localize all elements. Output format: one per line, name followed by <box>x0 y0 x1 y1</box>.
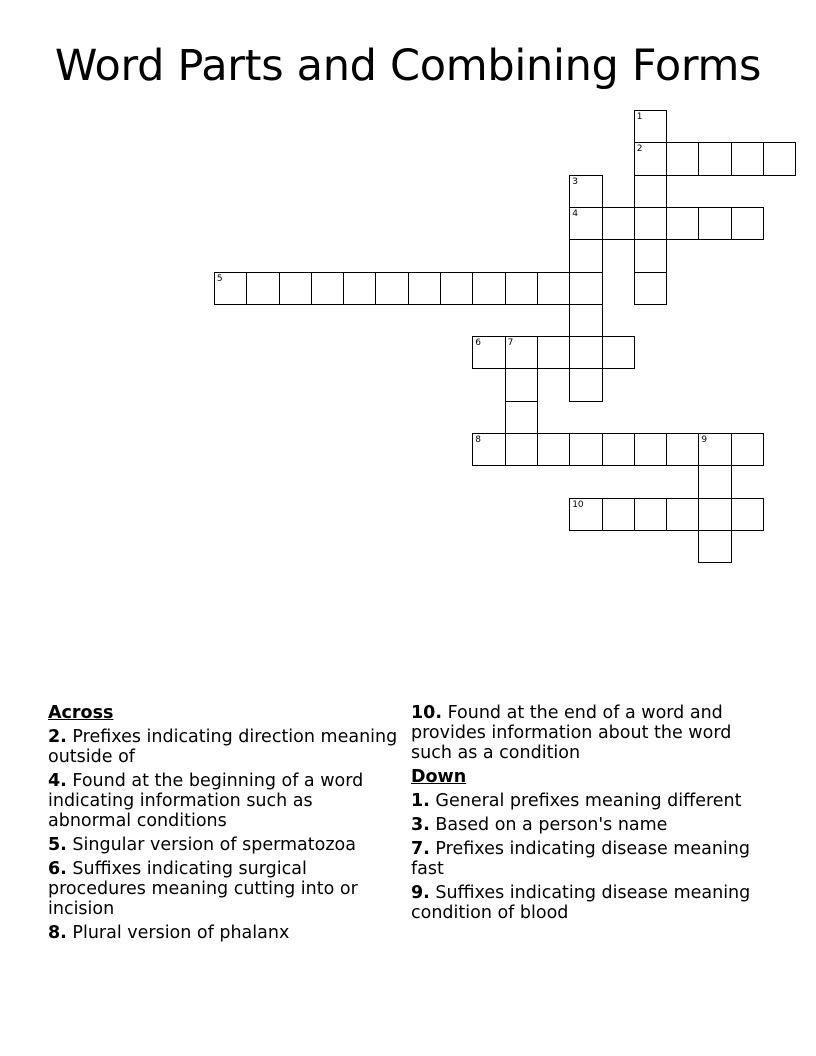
grid-cell[interactable] <box>731 498 764 531</box>
grid-cell[interactable] <box>698 207 731 240</box>
grid-cell[interactable] <box>634 239 667 272</box>
grid-cell[interactable] <box>569 175 602 208</box>
grid-cell[interactable] <box>698 498 731 531</box>
grid-cell[interactable] <box>602 336 635 369</box>
grid-cell[interactable] <box>602 498 635 531</box>
grid-cell[interactable] <box>602 207 635 240</box>
grid-cell[interactable] <box>634 433 667 466</box>
grid-cell[interactable] <box>505 433 538 466</box>
grid-cell[interactable] <box>634 175 667 208</box>
grid-cell[interactable] <box>666 142 699 175</box>
down-heading: Down <box>411 767 467 787</box>
grid-cell[interactable] <box>375 272 408 305</box>
grid-cell[interactable] <box>698 465 731 498</box>
cell-number: 6 <box>475 338 482 349</box>
grid-cell[interactable] <box>569 433 602 466</box>
clue-text: Found at the beginning of a word indicating information such as abnormal conditions <box>48 771 364 831</box>
grid-cell[interactable] <box>569 368 602 401</box>
across-heading: Across <box>48 703 114 723</box>
cell-number: 1 <box>636 112 643 122</box>
grid-cell[interactable] <box>634 498 667 531</box>
cell-number: 8 <box>475 435 482 445</box>
cell-number: 5 <box>216 273 223 284</box>
clue-down-1 <box>411 791 771 811</box>
clue-down-3 <box>411 815 771 835</box>
clue-number: 6. <box>48 859 67 879</box>
clue-text: Prefixes indicating disease meaning fast <box>411 839 750 879</box>
clue-text: Suffixes indicating disease meaning condition of blood <box>411 883 751 923</box>
clue-text: Singular version of spermatozoa <box>72 835 356 855</box>
cell-number: 7 <box>507 338 514 349</box>
grid-cell[interactable] <box>537 272 570 305</box>
grid-cell[interactable] <box>698 433 731 466</box>
clue-text: Based on a person's name <box>435 815 668 835</box>
grid-cell[interactable] <box>311 272 344 305</box>
clue-number: 9. <box>411 883 430 903</box>
clue-text: General prefixes meaning different <box>435 791 742 811</box>
cell-number: 10 <box>572 499 584 510</box>
grid-cell[interactable] <box>634 110 667 143</box>
page-title: Word Parts and Combining Forms <box>54 41 762 91</box>
grid-cell[interactable] <box>634 272 667 305</box>
clue-text: Suffixes indicating surgical procedures meaning cutting into or incision <box>48 859 358 919</box>
clue-number: 8. <box>48 923 67 943</box>
cell-number: 9 <box>701 435 708 445</box>
grid-cell[interactable] <box>537 336 570 369</box>
clue-number: 1. <box>411 791 430 811</box>
grid-cell[interactable] <box>569 207 602 240</box>
grid-cell[interactable] <box>505 368 538 401</box>
clue-across-8 <box>48 923 398 943</box>
grid-cell[interactable] <box>602 433 635 466</box>
clue-number: 10. <box>411 703 443 723</box>
grid-cell[interactable] <box>246 272 279 305</box>
grid-cell[interactable] <box>214 272 247 305</box>
clue-number: 4. <box>48 771 67 791</box>
clue-text: Plural version of phalanx <box>72 923 290 943</box>
grid-cell[interactable] <box>763 142 796 175</box>
grid-cell[interactable] <box>408 272 441 305</box>
clue-text: Prefixes indicating direction meaning outside of <box>48 727 398 767</box>
grid-cell[interactable] <box>698 142 731 175</box>
clue-number: 3. <box>411 815 430 835</box>
grid-cell[interactable] <box>537 433 570 466</box>
clue-number: 2. <box>48 727 67 747</box>
grid-cell[interactable] <box>634 207 667 240</box>
cell-number: 2 <box>636 144 643 155</box>
grid-cell[interactable] <box>569 336 602 369</box>
grid-cell[interactable] <box>505 401 538 434</box>
grid-cell[interactable] <box>731 142 764 175</box>
grid-cell[interactable] <box>731 433 764 466</box>
clue-across-5 <box>48 835 398 855</box>
grid-cell[interactable] <box>666 433 699 466</box>
grid-cell[interactable] <box>343 272 376 305</box>
clue-across-6 <box>48 859 398 919</box>
clue-down-9 <box>411 883 771 923</box>
grid-cell[interactable] <box>279 272 312 305</box>
clue-down-7 <box>411 839 771 879</box>
clues-column-left <box>48 703 398 947</box>
grid-cell[interactable] <box>505 336 538 369</box>
grid-cell[interactable] <box>698 530 731 563</box>
cell-number: 3 <box>572 176 578 187</box>
clue-text: Found at the end of a word and provides information about the word such as a condition <box>411 703 732 763</box>
grid-cell[interactable] <box>666 207 699 240</box>
grid-cell[interactable] <box>634 142 667 175</box>
grid-cell[interactable] <box>440 272 473 305</box>
grid-cell[interactable] <box>666 498 699 531</box>
clue-across-10 <box>411 703 771 763</box>
clue-number: 5. <box>48 835 67 855</box>
clue-across-2 <box>48 727 398 767</box>
grid-cell[interactable] <box>569 239 602 272</box>
grid-cell[interactable] <box>731 207 764 240</box>
grid-cell[interactable] <box>569 498 602 531</box>
cell-number: 4 <box>572 208 578 219</box>
clues-column-right <box>411 703 771 927</box>
grid-cell[interactable] <box>505 272 538 305</box>
clue-number: 7. <box>411 839 430 859</box>
grid-cell[interactable] <box>472 336 505 369</box>
grid-cell[interactable] <box>569 304 602 337</box>
clue-across-4 <box>48 771 398 831</box>
grid-cell[interactable] <box>472 433 505 466</box>
grid-cell[interactable] <box>569 272 602 305</box>
grid-cell[interactable] <box>472 272 505 305</box>
